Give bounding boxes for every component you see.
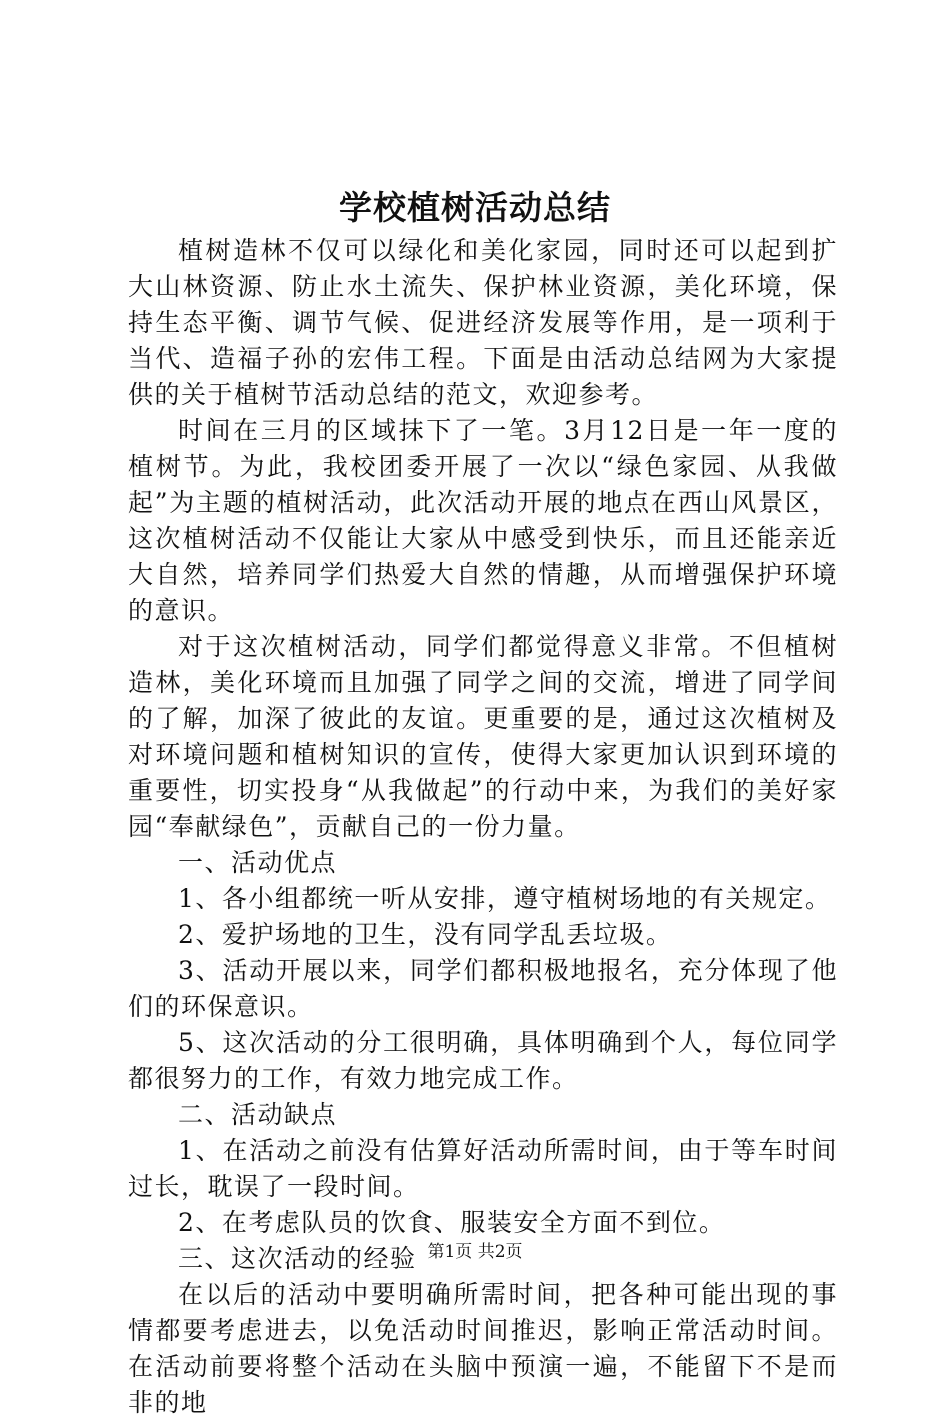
paragraph-experience: 在以后的活动中要明确所需时间，把各种可能出现的事情都要考虑进去，以免活动时间推迟，影响正常活动时间。在活动前要将整个活动在头脑中预演一遍，不能留下不是而非的地 <box>128 1280 838 1417</box>
paragraph-intro: 植树造林不仅可以绿化和美化家园，同时还可以起到扩大山林资源、防止水土流失、保护林业资源，美化环境，保持生态平衡、调节气候、促进经济发展等作用，是一项利于当代、造福子孙的宏伟工程。下面是由活动总结网为大家提供的关于植树节活动总结的范文，欢迎参考。 <box>128 236 838 409</box>
page-number-footer: 第1页 共2页 <box>427 1242 523 1262</box>
paragraph-background: 时间在三月的区域抹下了一笔。3月12日是一年一度的植树节。为此，我校团委开展了一次以“绿色家园、从我做起”为主题的植树活动，此次活动开展的地点在西山风景区，这次植树活动不仅能让大家从中感受到快乐，而且还能亲近大自然，培养同学们热爱大自然的情趣，从而增强保护环境的意识。 <box>128 416 838 625</box>
document-title: 学校植树活动总结 <box>339 188 611 227</box>
list-item-shortcoming-2: 2、在考虑队员的饮食、服装安全方面不到位。 <box>178 1208 726 1237</box>
list-item-advantage-5: 5、这次活动的分工很明确，具体明确到个人，每位同学都很努力的工作，有效力地完成工作。 <box>128 1028 838 1093</box>
section-heading-experience: 三、这次活动的经验 <box>178 1244 417 1273</box>
list-item-advantage-3: 3、活动开展以来，同学们都积极地报名，充分体现了他们的环保意识。 <box>128 956 838 1021</box>
list-item-advantage-1: 1、各小组都统一听从安排，遵守植树场地的有关规定。 <box>178 884 832 913</box>
list-item-advantage-2: 2、爱护场地的卫生，没有同学乱丢垃圾。 <box>178 920 673 949</box>
section-heading-advantages: 一、活动优点 <box>178 848 338 877</box>
section-heading-shortcomings: 二、活动缺点 <box>178 1100 338 1129</box>
list-item-shortcoming-1: 1、在活动之前没有估算好活动所需时间，由于等车时间过长，耽误了一段时间。 <box>128 1136 838 1201</box>
paragraph-significance: 对于这次植树活动，同学们都觉得意义非常。不但植树造林，美化环境而且加强了同学之间的交流，增进了同学间的了解，加深了彼此的友谊。更重要的是，通过这次植树及对环境问题和植树知识的宣传，使得大家更加认识到环境的重要性，切实投身“从我做起”的行动中来，为我们的美好家园“奉献绿色”，贡献自己的一份力量。 <box>128 632 838 841</box>
